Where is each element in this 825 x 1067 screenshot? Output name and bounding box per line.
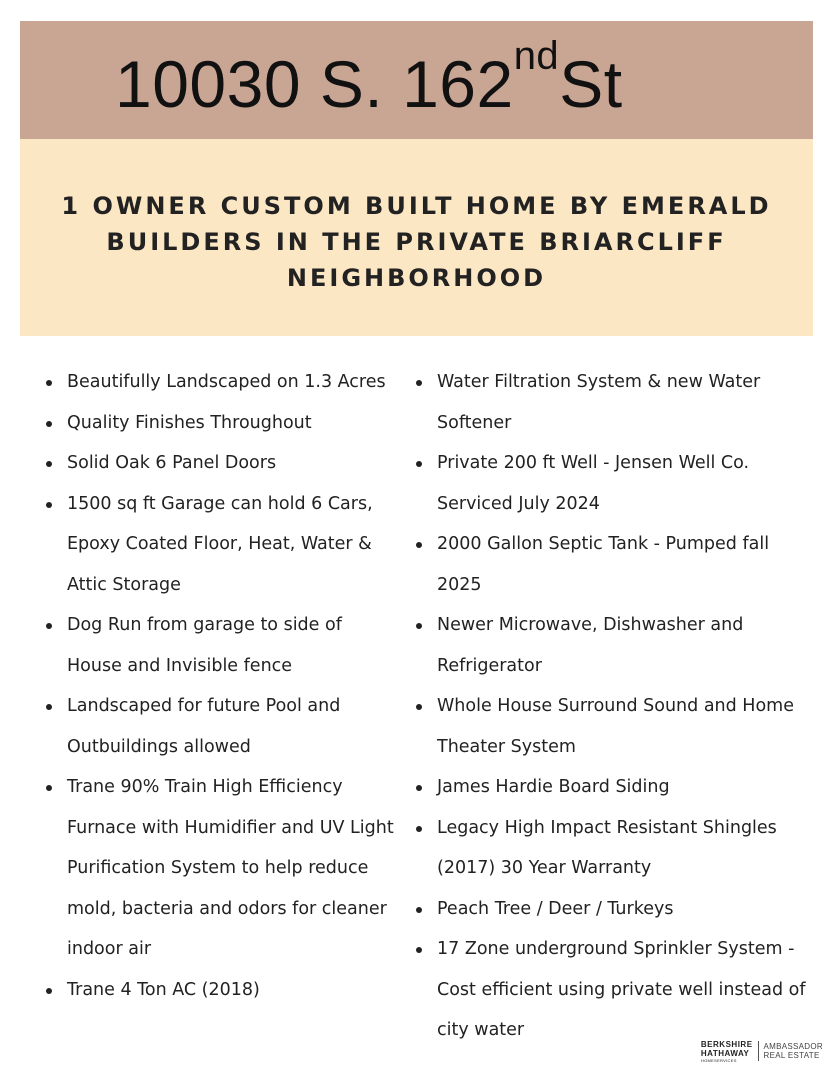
list-item-text: Beautifully Landscaped on 1.3 Acres [67, 372, 386, 392]
bullet-icon [46, 988, 52, 994]
logo-divider [758, 1041, 759, 1061]
logo-line-berkshire: BERKSHIRE [700, 1039, 753, 1049]
list-item-text: 17 Zone underground Sprinkler System - Cost efficient using private well instead of city water [437, 939, 806, 1040]
list-item-text: Quality Finishes Throughout [67, 412, 312, 433]
list-item [412, 443, 812, 524]
list-item [412, 686, 812, 767]
address-ordinal-suffix: nd [513, 34, 560, 78]
list-item [42, 970, 402, 1011]
list-item-text: James Hardie Board Siding [437, 777, 670, 797]
list-item [412, 605, 812, 686]
features-list-left [42, 362, 402, 1010]
bullet-icon [46, 461, 52, 467]
list-item [42, 403, 402, 444]
bullet-icon [416, 704, 422, 710]
bullet-icon [46, 380, 52, 386]
logo-line-hathaway: HATHAWAY [700, 1048, 750, 1058]
list-item-text: Trane 4 Ton AC (2018) [67, 979, 260, 1000]
bullet-icon [416, 785, 422, 791]
list-item-text: Dog Run from garage to side of House and Invisible fence [67, 615, 342, 676]
list-item [412, 929, 812, 1051]
list-item-text: Solid Oak 6 Panel Doors [67, 453, 277, 473]
list-item [42, 767, 402, 970]
list-item [42, 605, 402, 686]
list-item-text: Peach Tree / Deer / Turkeys [437, 898, 674, 919]
list-item [412, 362, 812, 443]
bullet-icon [46, 623, 52, 629]
address-street-type: St [559, 47, 623, 121]
bullet-icon [46, 421, 52, 427]
bullet-icon [416, 542, 422, 548]
list-item [412, 767, 812, 808]
list-item-text: Whole House Surround Sound and Home Theater System [437, 696, 794, 757]
bullet-icon [46, 502, 52, 508]
list-item [42, 362, 402, 403]
logo-line-real-estate: REAL ESTATE [763, 1051, 820, 1060]
list-item-text: Trane 90% Train High Efficiency Furnace with Humidifier and UV Light Purification System to help reduce mold, bacteria and odors for cleaner indoor air [67, 777, 394, 959]
berkshire-hathaway-logo [701, 1040, 753, 1063]
list-item-text: Private 200 ft Well - Jensen Well Co. Serviced July 2024 [437, 453, 750, 514]
list-item-text: Legacy High Impact Resistant Shingles (2017) 30 Year Warranty [437, 817, 777, 878]
logo-line-homeservices: HOMESERVICES [700, 1057, 737, 1063]
list-item [412, 524, 812, 605]
logo-line-ambassador: AMBASSADOR [763, 1042, 823, 1051]
subtitle-heading: 1 OWNER CUSTOM BUILT HOME BY EMERALD BUILDERS IN THE PRIVATE BRIARCLIFF NEIGHBORHOOD [61, 192, 772, 292]
list-item-text: Water Filtration System & new Water Softener [437, 372, 761, 433]
bullet-icon [416, 461, 422, 467]
list-item-text: Landscaped for future Pool and Outbuildings allowed [67, 696, 341, 757]
list-item-text: 2000 Gallon Septic Tank - Pumped fall 2025 [437, 534, 770, 595]
bullet-icon [416, 947, 422, 953]
bullet-icon [46, 704, 52, 710]
bullet-icon [46, 785, 52, 791]
list-item-text: 1500 sq ft Garage can hold 6 Cars, Epoxy Coated Floor, Heat, Water & Attic Storage [67, 493, 373, 595]
brokerage-logo [701, 1040, 823, 1062]
features-list-right [412, 362, 812, 1051]
list-item-text: Newer Microwave, Dishwasher and Refrigerator [437, 615, 744, 676]
bullet-icon [416, 623, 422, 629]
bullet-icon [416, 826, 422, 832]
page-title [115, 34, 623, 124]
list-item [42, 443, 402, 484]
bullet-icon [416, 907, 422, 913]
list-item [412, 808, 812, 889]
ambassador-logo [764, 1042, 823, 1060]
address-number: 10030 S. 162 [115, 47, 514, 121]
list-item [412, 889, 812, 930]
bullet-icon [416, 380, 422, 386]
list-item [42, 484, 402, 606]
list-item [42, 686, 402, 767]
